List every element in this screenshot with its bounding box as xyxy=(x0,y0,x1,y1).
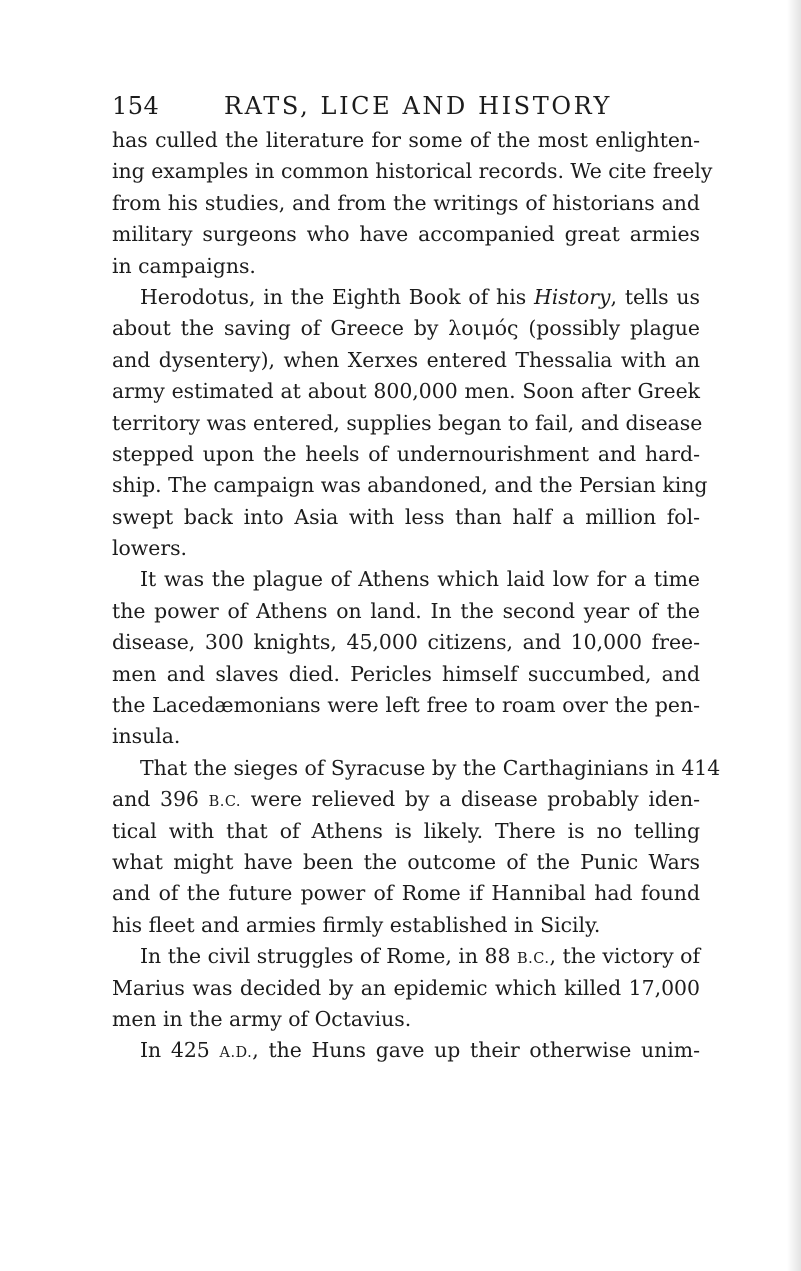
text-line: men in the army of Octavius. xyxy=(112,1006,412,1031)
page-edge-shadow xyxy=(787,0,801,1271)
page-number: 154 xyxy=(112,92,160,120)
text-line: and of the future power of Rome if Hannibal had found xyxy=(112,881,700,906)
text-segment: , the victory of xyxy=(549,944,700,969)
text-line: from his studies, and from the writings of historians and xyxy=(112,190,700,215)
text-line xyxy=(112,282,700,313)
body-text xyxy=(112,125,721,1067)
text-line: disease, 300 knights, 45,000 citizens, and 10,000 free- xyxy=(112,630,700,655)
text-segment: and 396 xyxy=(112,787,209,812)
text-line: tical with that of Athens is likely. There is no telling xyxy=(112,818,700,843)
text-segment: , tells us xyxy=(610,284,700,309)
text-line: about the saving of Greece by λοιμός (possibly plague xyxy=(112,316,700,341)
text-line: the power of Athens on land. In the second year of the xyxy=(112,598,700,623)
text-line xyxy=(112,1035,700,1066)
text-segment: were relieved by a disease probably iden- xyxy=(241,787,700,812)
text-line: army estimated at about 800,000 men. Soon after Greek xyxy=(112,379,700,404)
text-line: the Lacedæmonians were left free to roam over the pen- xyxy=(112,693,700,718)
text-line: men and slaves died. Pericles himself succumbed, and xyxy=(112,661,700,686)
text-line: swept back into Asia with less than half a million fol- xyxy=(112,504,700,529)
text-line: It was the plague of Athens which laid low for a time xyxy=(140,567,700,592)
small-caps-era: A.D. xyxy=(219,1045,253,1062)
running-head xyxy=(112,92,692,126)
text-line: That the sieges of Syracuse by the Carthaginians in 414 xyxy=(140,755,721,780)
text-line xyxy=(112,941,700,972)
text-line: military surgeons who have accompanied great armies xyxy=(112,222,700,247)
running-title: RATS, LICE AND HISTORY xyxy=(224,92,612,120)
text-segment: , the Huns gave up their otherwise unim- xyxy=(252,1038,700,1063)
text-segment: In 425 xyxy=(140,1038,220,1063)
text-line: in campaigns. xyxy=(112,253,256,278)
text-line: lowers. xyxy=(112,536,188,561)
text-line: ing examples in common historical records. We cite freely xyxy=(112,159,713,184)
text-line: his fleet and armies firmly established in Sicily. xyxy=(112,912,601,937)
text-segment: In the civil struggles of Rome, in 88 xyxy=(140,944,518,969)
small-caps-era: B.C. xyxy=(208,794,242,811)
italic-title: History xyxy=(534,284,611,309)
text-line xyxy=(112,784,700,815)
text-line: territory was entered, supplies began to fail, and disease xyxy=(112,410,703,435)
text-line: what might have been the outcome of the Punic Wars xyxy=(112,849,700,874)
text-line: Marius was decided by an epidemic which killed 17,000 xyxy=(112,975,700,1000)
small-caps-era: B.C. xyxy=(517,951,550,968)
text-segment: Herodotus, in the Eighth Book of his xyxy=(140,284,534,309)
text-line: and dysentery), when Xerxes entered Thessalia with an xyxy=(112,347,700,372)
text-line: ship. The campaign was abandoned, and the Persian king xyxy=(112,473,708,498)
text-line: has culled the literature for some of the most enlighten- xyxy=(112,128,700,152)
text-line: stepped upon the heels of undernourishment and hard- xyxy=(112,441,700,466)
text-line: insula. xyxy=(112,724,181,749)
